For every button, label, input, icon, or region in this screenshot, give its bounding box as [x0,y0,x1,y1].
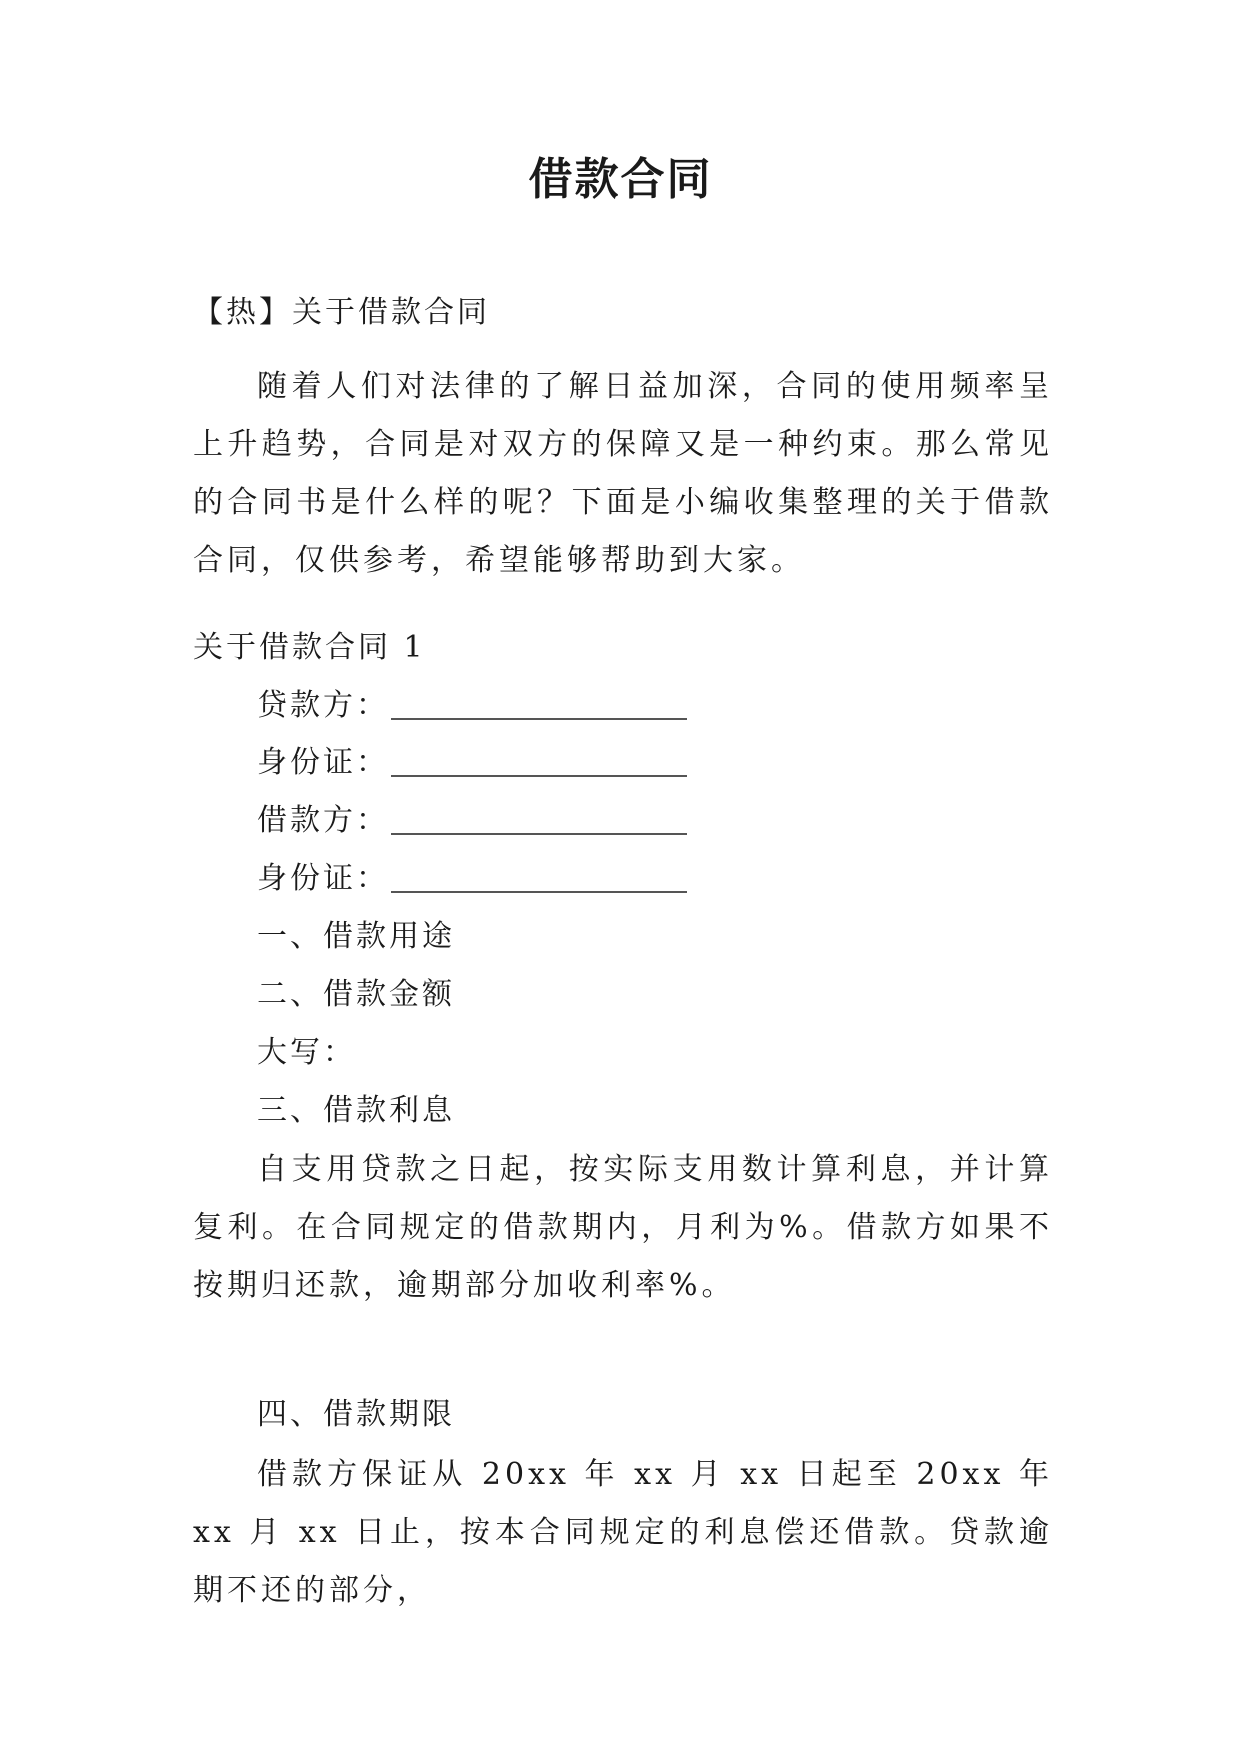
intro-paragraph: 随着人们对法律的了解日益加深，合同的使用频率呈上升趋势，合同是对双方的保障又是一种约束。那么常见的合同书是什么样的呢？下面是小编收集整理的关于借款合同，仅供参考，希望能够帮助到大家。 [193,369,1053,578]
clause-3-heading: 三、借款利息 [257,1093,455,1128]
clause-2-heading: 二、借款金额 [257,977,455,1012]
borrower-blank [391,833,687,835]
document-subtitle: 【热】关于借款合同 [193,295,490,330]
document-title: 借款合同 [528,154,713,205]
lender-field [257,686,687,726]
lender-label: 贷款方： [257,688,389,723]
lender-id-blank [391,775,687,777]
borrower-id-field [257,859,687,899]
term-paragraph: 借款方保证从 20xx 年 xx 月 xx 日起至 20xx 年 xx 月 xx 日止，按本合同规定的利息偿还借款。贷款逾期不还的部分， [193,1457,1053,1608]
borrower-id-blank [391,891,687,893]
borrower-id-label: 身份证： [257,861,389,896]
clause-1-heading: 一、借款用途 [257,919,455,954]
lender-id-field [257,743,687,783]
interest-paragraph: 自支用贷款之日起，按实际支用数计算利息，并计算复利。在合同规定的借款期内，月利为%。借款方如果不按期归还款，逾期部分加收利率%。 [193,1152,1053,1303]
borrower-label: 借款方： [257,803,389,838]
borrower-field [257,801,687,841]
clause-4-heading: 四、借款期限 [257,1397,455,1432]
lender-id-label: 身份证： [257,745,389,780]
lender-blank [391,718,687,720]
amount-in-words-label: 大写： [257,1035,356,1070]
section-heading: 关于借款合同 1 [193,630,426,665]
